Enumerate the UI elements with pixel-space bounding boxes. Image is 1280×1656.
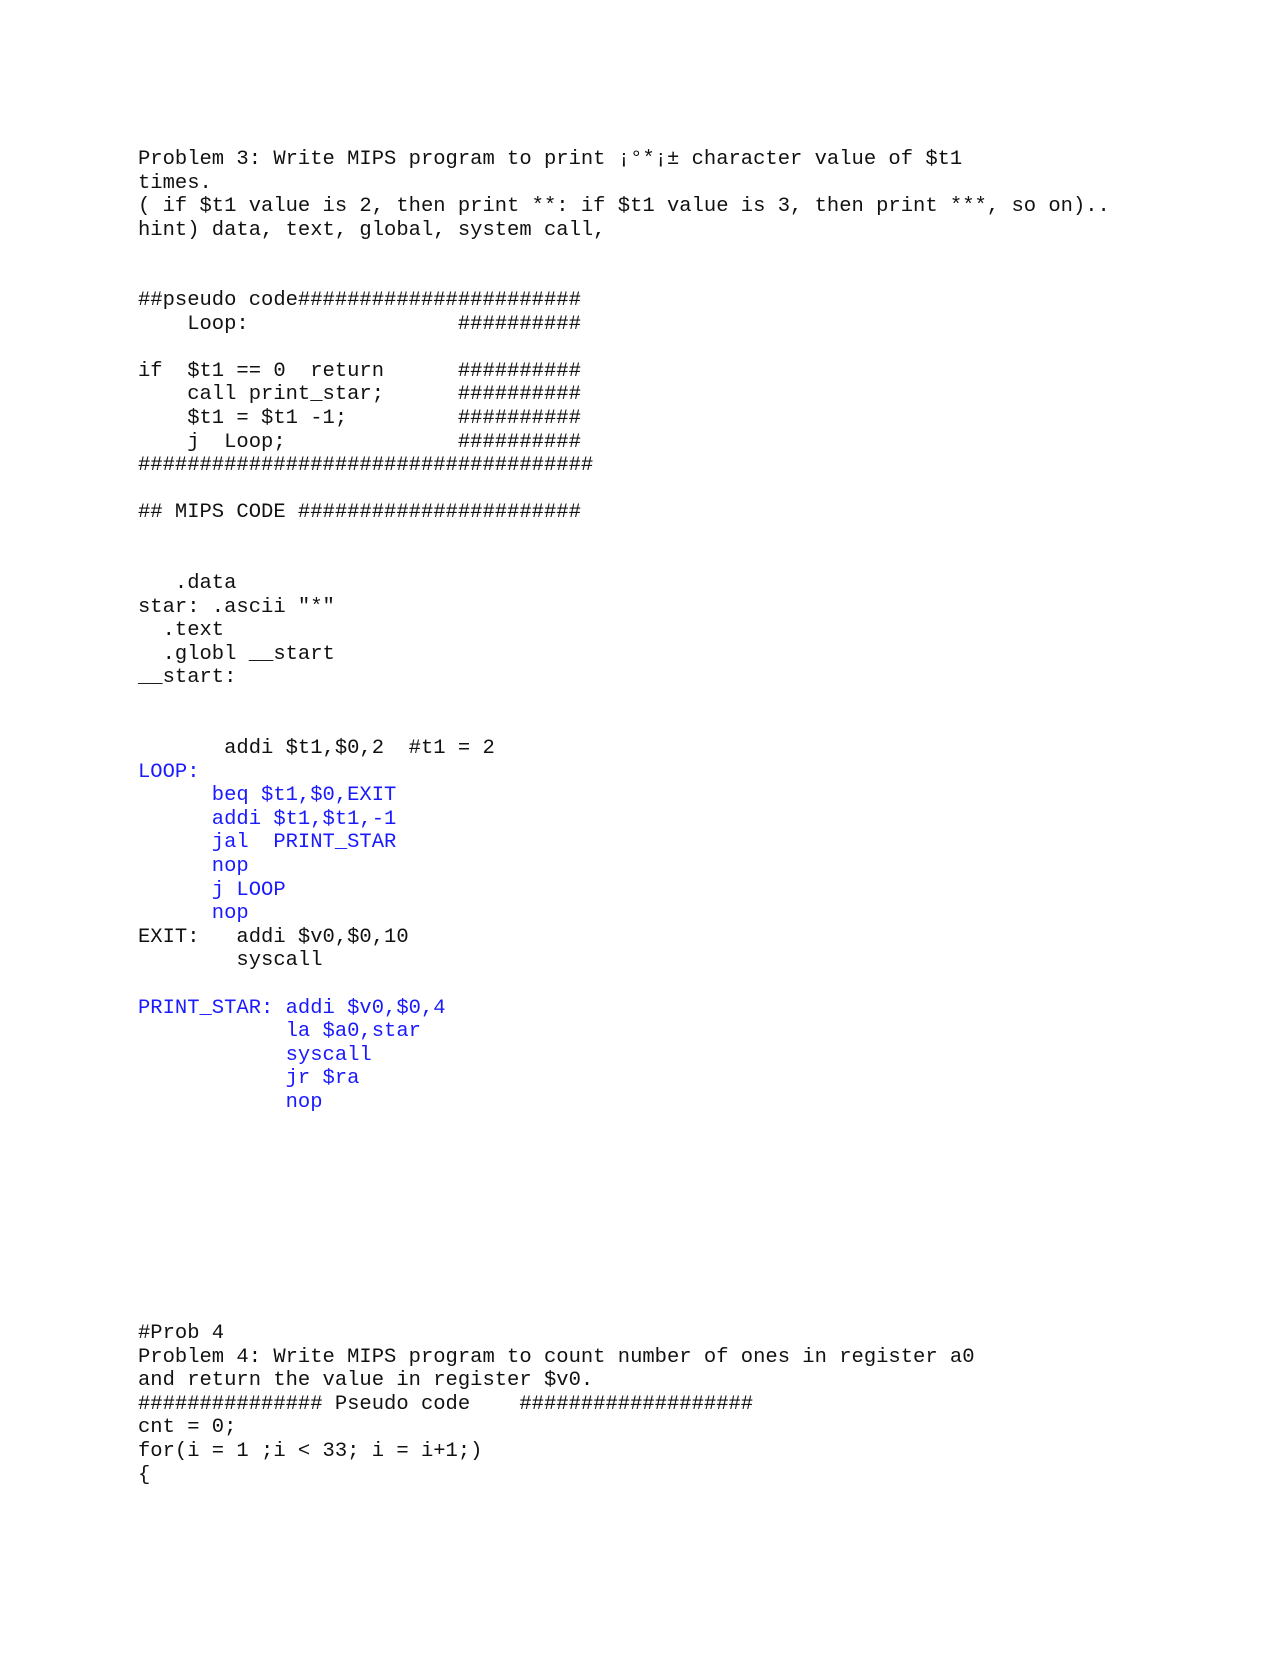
mips-globl-directive: .globl __start [138,642,335,666]
mips-text-directive: .text [138,619,225,643]
problem4-pseudo-header: ############### Pseudo code ################### [138,1392,754,1416]
mips-exit-addi: EXIT: addi $v0,$0,10 [138,925,409,949]
problem3-line-3: ( if $t1 value is 2, then print **: if $t1 value is 3, then print ***, so on).. [138,195,1110,219]
pseudo-line-decrement: $t1 = $t1 -1; ########## [138,407,581,430]
mips-init-instruction: addi $t1,$0,2 #t1 = 2 [138,737,495,760]
mips-start-label: __start: [138,666,237,690]
mips-exit-syscall: syscall [138,949,323,973]
problem4-open-brace: { [138,1463,151,1487]
pseudo-line-call: call print_star; ########## [138,383,581,407]
mips-loop-beq: beq $t1,$0,EXIT [138,784,397,808]
mips-code-header: ## MIPS CODE ####################### [138,501,581,525]
problem4-for-loop: for(i = 1 ;i < 33; i = i+1;) [138,1440,483,1463]
problem4-line-1: Problem 4: Write MIPS program to count number of ones in register a0 [138,1345,975,1369]
pseudo-header: ##pseudo code####################### [138,289,581,312]
problem3-line-2: times. [138,171,212,195]
problem3-hint: hint) data, text, global, system call, [138,218,606,242]
mips-loop-addi: addi $t1,$t1,-1 [138,807,397,831]
prob4-heading: #Prob 4 [138,1322,225,1345]
mips-loop-jump: j LOOP [138,878,286,902]
problem4-line-2: and return the value in register $v0. [138,1369,594,1393]
problem4-cnt-init: cnt = 0; [138,1416,237,1440]
pseudo-footer: ##################################### [138,454,594,478]
mips-print-star-syscall: syscall [138,1043,372,1067]
pseudo-line-loop: Loop: ########## [138,312,581,336]
mips-print-star-la: la $a0,star [138,1020,421,1044]
pseudo-line-jump: j Loop; ########## [138,430,581,454]
mips-data-directive: .data [138,572,237,595]
mips-star-ascii: star: .ascii "*" [138,595,335,619]
mips-loop-label: LOOP: [138,760,200,784]
mips-loop-nop-1: nop [138,855,249,878]
problem3-line-1: Problem 3: Write MIPS program to print ¡°*¡± character value of $t1 [138,148,963,171]
mips-print-star-nop: nop [138,1091,323,1114]
mips-print-star-label: PRINT_STAR: addi $v0,$0,4 [138,996,446,1020]
pseudo-line-if: if $t1 == 0 return ########## [138,359,581,383]
mips-print-star-jr: jr $ra [138,1067,360,1091]
mips-loop-nop-2: nop [138,902,249,926]
mips-loop-jal: jal PRINT_STAR [138,831,397,855]
